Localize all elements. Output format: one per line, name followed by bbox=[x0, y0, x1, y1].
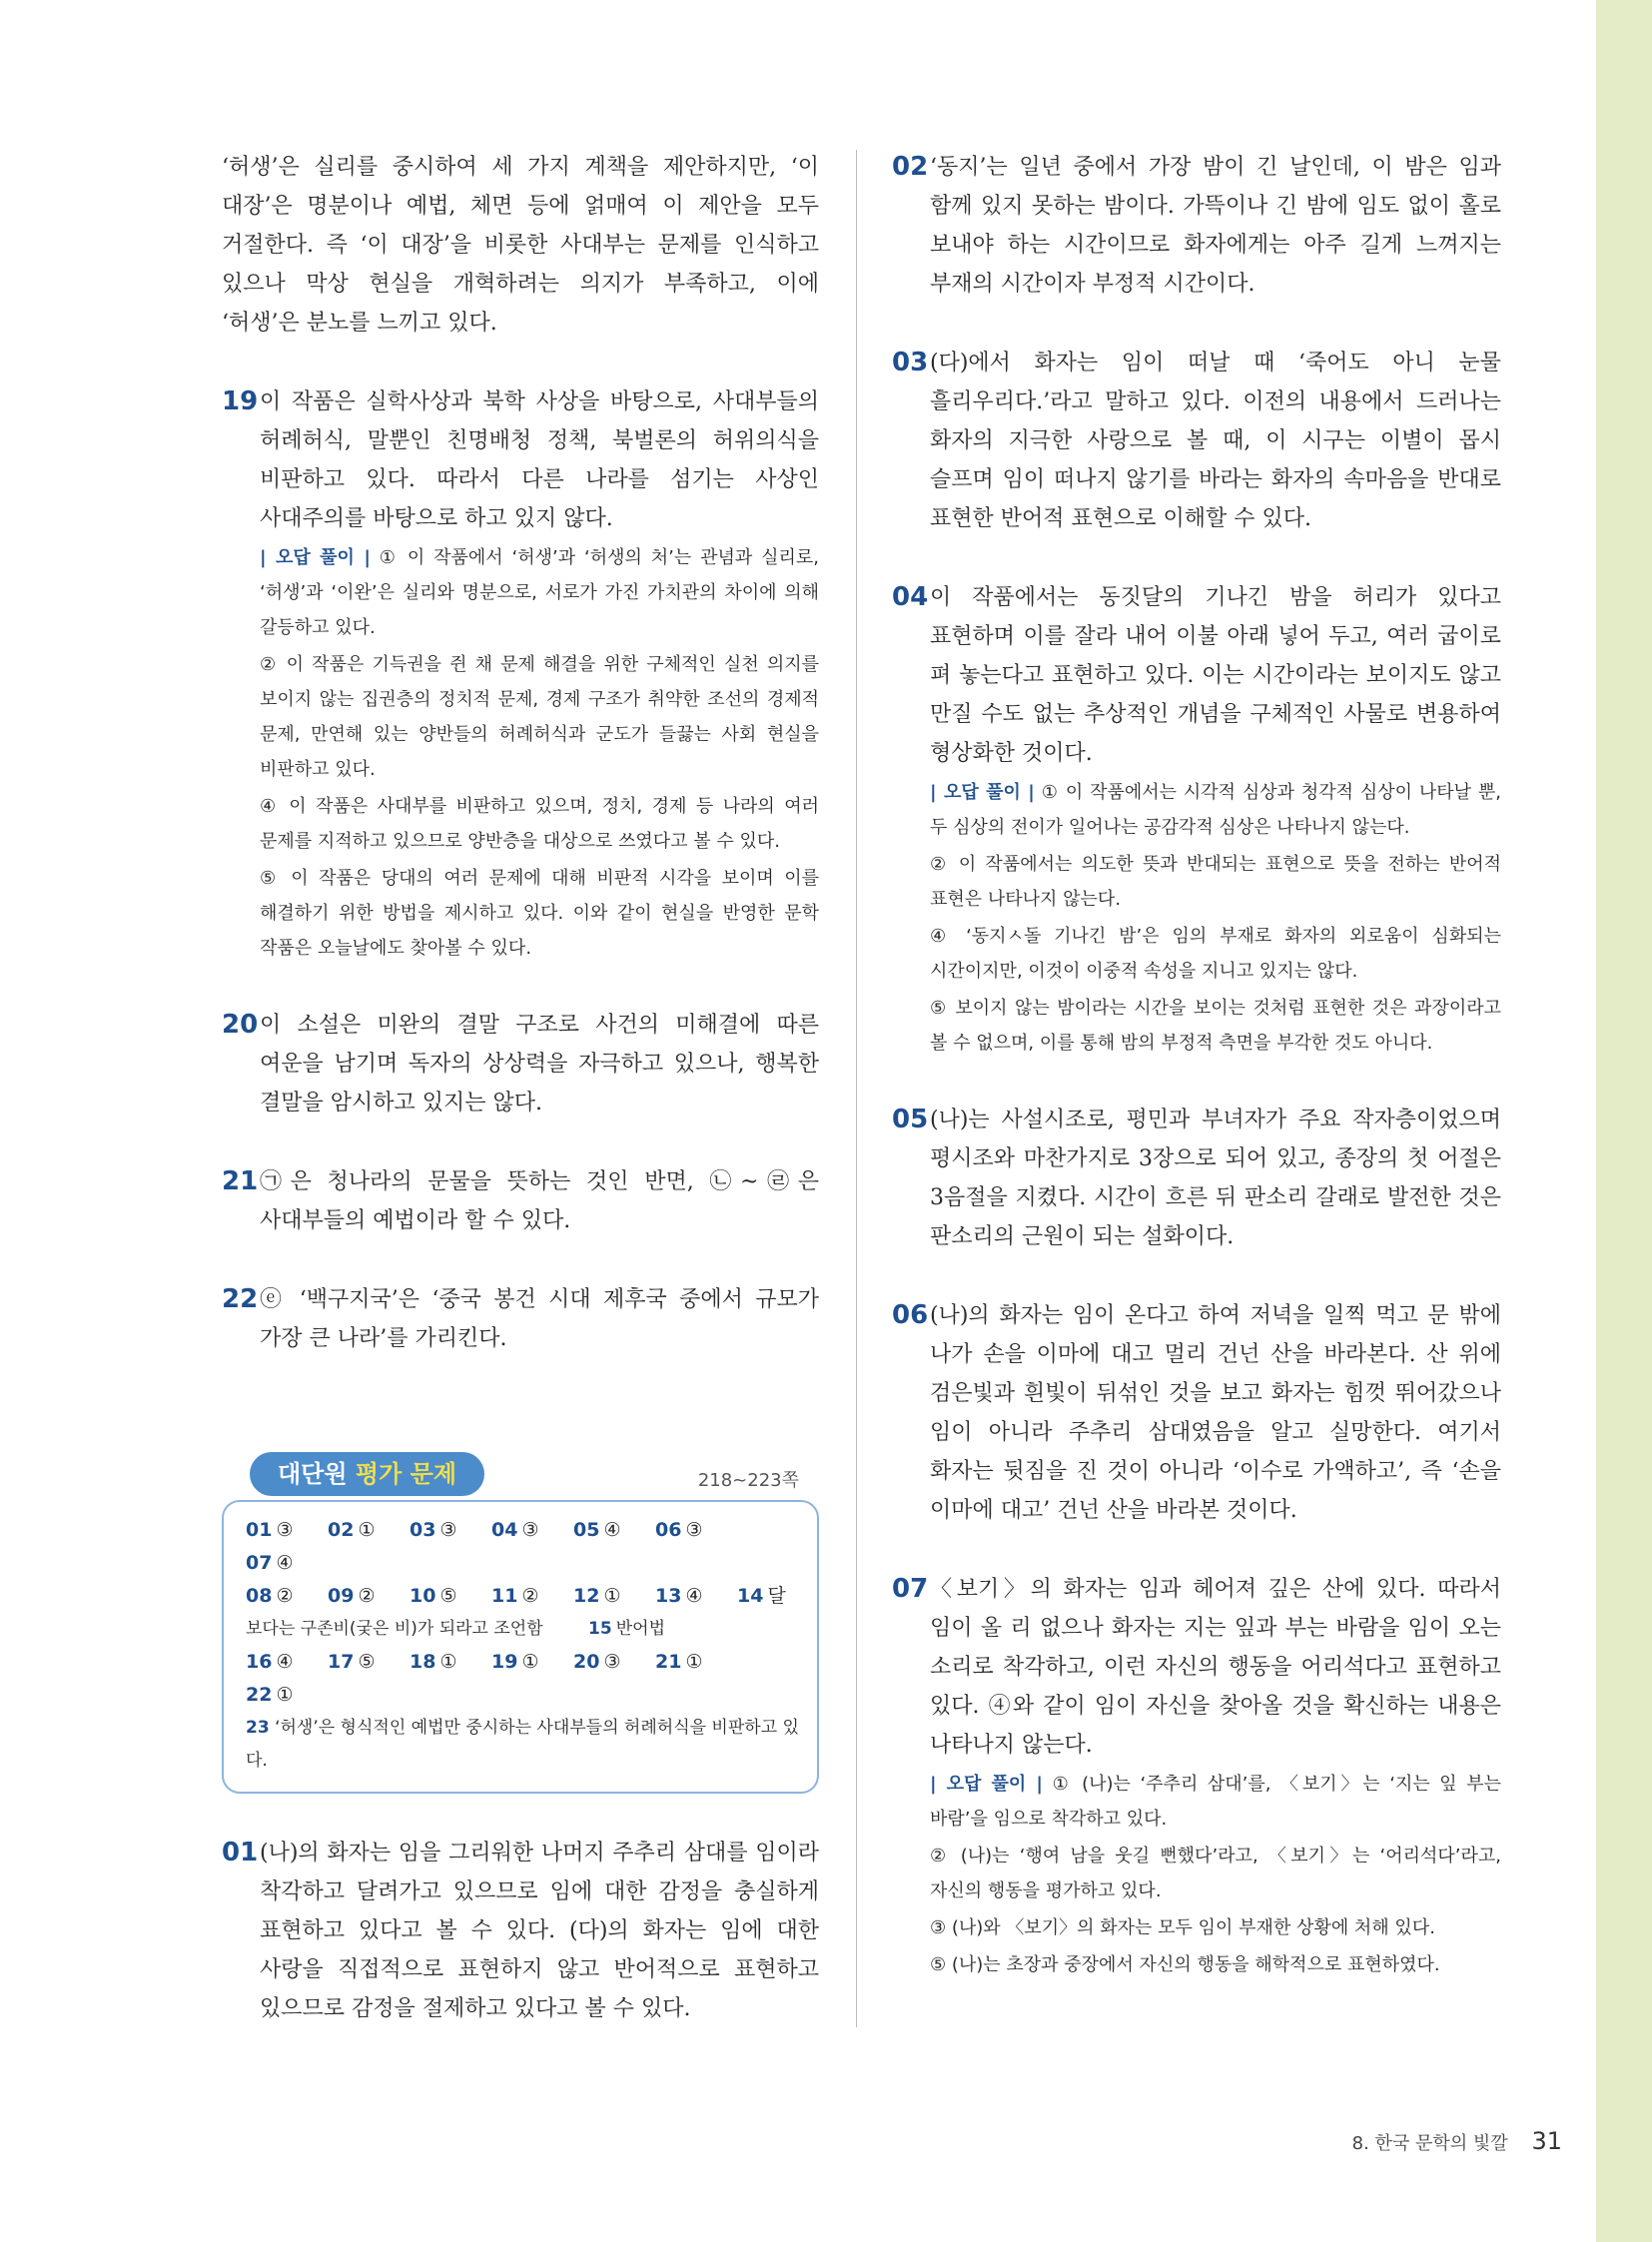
answer-item: 22 ① bbox=[246, 1684, 294, 1706]
unit-evaluation-section bbox=[222, 1448, 819, 1794]
answer-23-text: ‘허생’은 형식적인 예법만 중시하는 사대부들의 허례허식을 비판하고 있다. bbox=[246, 1718, 799, 1771]
answer-14-continued: 보다는 구존비(궂은 비)가 되라고 조언함 bbox=[246, 1619, 543, 1639]
answer-item: 10 ⑤ bbox=[410, 1585, 457, 1607]
continuation-paragraph: ‘허생’은 실리를 중시하여 세 가지 계책을 제안하지만, ‘이 대장’은 명분이나 예법, 체면 등에 얽매여 이 제안을 모두 거절한다. 즉 ‘이 대장’을 비롯한 사대부는 문제를 인식하고 있으나 막상 현실을 개혁하려는 의지가 부족하고, 이에 ‘허생’은 분노를 느끼고 있다. bbox=[222, 155, 819, 336]
wrong-answer-tag: | 오답 풀이 | bbox=[260, 547, 371, 568]
answer-item: 04 ③ bbox=[491, 1519, 539, 1541]
answer-item: 16 ④ bbox=[246, 1651, 294, 1673]
note-item: ① 이 작품에서는 시각적 심상과 청각적 심상이 나타날 뿐, 두 심상의 전이가 일어나는 공감각적 심상은 나타나지 않는다. bbox=[930, 782, 1502, 838]
question-20 bbox=[222, 1006, 819, 1122]
evaluation-badge bbox=[250, 1452, 484, 1496]
note-item: ⑤ (나)는 초장과 중장에서 자신의 행동을 해학적으로 표현하였다. bbox=[930, 1954, 1440, 1975]
note-item: ④ ‘동지ㅅ돌 기나긴 밤’은 임의 부재로 화자의 외로움이 심화되는 시간이지만, 이것이 이중적 속성을 지니고 있지는 않다. bbox=[930, 926, 1501, 982]
question-number: 04 bbox=[892, 582, 929, 612]
question-04 bbox=[892, 578, 1501, 1061]
question-number: 02 bbox=[892, 152, 929, 182]
question-number: 01 bbox=[222, 1838, 259, 1868]
answer-text: ㉠은 청나라의 문물을 뜻하는 것인 반면, ㉡~㉣은 사대부들의 예법이라 할 수 있다. bbox=[260, 1169, 819, 1233]
question-02 bbox=[892, 148, 1501, 304]
note-item: ② 이 작품은 기득권을 쥔 채 문제 해결을 위한 구체적인 실천 의지를 보이지 않는 집권층의 정치적 문제, 경제 구조가 취약한 조선의 경제적 문제, 만연해 있는 양반들의 허례허식과 군도가 들끓는 사회 현실을 비판하고 있다. bbox=[260, 654, 819, 780]
answer-text: 이 작품은 실학사상과 북학 사상을 바탕으로, 사대부들의 허례허식, 말뿐인 친명배청 정책, 북벌론의 허위의식을 비판하고 있다. 따라서 다른 나라를 섬기는 사상인 사대주의를 바탕으로 하고 있지 않다. bbox=[260, 389, 819, 531]
note-item: ② (나)는 ‘행여 남을 웃길 뻔했다’라고, 〈보기〉는 ‘어리석다’라고, 자신의 행동을 평가하고 있다. bbox=[930, 1846, 1501, 1901]
question-03 bbox=[892, 344, 1501, 538]
answer-line bbox=[246, 1613, 799, 1646]
answer-item: 03 ③ bbox=[410, 1519, 457, 1541]
question-number: 07 bbox=[892, 1574, 929, 1604]
page-number: 31 bbox=[1531, 2127, 1562, 2155]
question-number: 06 bbox=[892, 1300, 929, 1330]
answer-text: (나)의 화자는 임이 온다고 하여 저녁을 일찍 먹고 문 밖에 나가 손을 이마에 대고 멀리 건넌 산을 바라본다. 산 위에 검은빛과 흰빛이 뒤섞인 것을 보고 화자는 힘껏 뛰어갔으나 임이 아니라 주추리 삼대였음을 알고 실망한다. 여기서 화자는 뒷짐을 진 것이 아니라 ‘이수로 가액하고’, 즉 ‘손을 이마에 대고’ 건넌 산을 바라본 것이다. bbox=[930, 1303, 1501, 1523]
note-item: ③ (나)와 〈보기〉의 화자는 모두 임이 부재한 상황에 처해 있다. bbox=[930, 1917, 1435, 1938]
answer-row bbox=[246, 1514, 799, 1580]
question-number: 03 bbox=[892, 348, 929, 377]
note-item: ② 이 작품에서는 의도한 뜻과 반대되는 표현으로 뜻을 전하는 반어적 표현은 나타나지 않는다. bbox=[930, 854, 1501, 910]
note-item: ① (나)는 ‘주추리 삼대’를, 〈보기〉는 ‘지는 잎 부는 바람’을 임으로 착각하고 있다. bbox=[930, 1774, 1502, 1830]
answer-row bbox=[246, 1646, 799, 1712]
answer-item: 05 ④ bbox=[573, 1519, 621, 1541]
answer-text: (나)는 사설시조로, 평민과 부녀자가 주요 작자층이었으며 평시조와 마찬가지로 3장으로 되어 있고, 종장의 첫 어절은 3음절을 지켰다. 시간이 흐른 뒤 판소리 갈래로 발전한 것은 판소리의 근원이 되는 설화이다. bbox=[930, 1108, 1501, 1249]
answer-item: 08 ② bbox=[246, 1585, 294, 1607]
page-range: 218~223쪽 bbox=[697, 1470, 799, 1491]
answer-number: 23 bbox=[246, 1718, 270, 1738]
answer-item: 20 ③ bbox=[573, 1651, 621, 1673]
note-item: ⑤ 보이지 않는 밤이라는 시간을 보이는 것처럼 표현한 것은 과장이라고 볼 수 없으며, 이를 통해 밤의 부정적 측면을 부각한 것도 아니다. bbox=[930, 998, 1501, 1054]
note-item: ⑤ 이 작품은 당대의 여러 문제에 대해 비판적 시각을 보이며 이를 해결하기 위한 방법을 제시하고 있다. 이와 같이 현실을 반영한 문학 작품은 오늘날에도 찾아볼 수 있다. bbox=[260, 868, 819, 959]
answer-text: (다)에서 화자는 임이 떠날 때 ‘죽어도 아니 눈물 흘리우리다.’라고 말하고 있다. 이전의 내용에서 드러나는 화자의 지극한 사랑으로 볼 때, 이 시구는 이별이 몹시 슬프며 임이 떠나지 않기를 바라는 화자의 속마음을 반대로 표현한 반어적 표현으로 이해할 수 있다. bbox=[930, 351, 1501, 531]
answer-item: 07 ④ bbox=[246, 1552, 294, 1574]
answer-item: 18 ① bbox=[410, 1651, 457, 1673]
answer-item: 11 ② bbox=[491, 1585, 539, 1607]
question-number: 22 bbox=[222, 1284, 259, 1314]
evaluation-header bbox=[222, 1448, 819, 1500]
page-footer bbox=[1352, 2127, 1562, 2155]
answer-row bbox=[246, 1580, 799, 1613]
page-edge-strip bbox=[1596, 0, 1652, 2242]
badge-title: 대단원 bbox=[278, 1460, 348, 1488]
note-item: ① 이 작품에서 ‘허생’과 ‘허생의 처’는 관념과 실리로, ‘허생’과 ‘이완’은 실리와 명분으로, 서로가 가진 가치관의 차이에 의해 갈등하고 있다. bbox=[260, 547, 819, 638]
question-05 bbox=[892, 1101, 1501, 1256]
left-column bbox=[222, 148, 819, 2068]
question-number: 05 bbox=[892, 1105, 929, 1134]
question-06 bbox=[892, 1296, 1501, 1530]
question-07 bbox=[892, 1570, 1501, 1982]
answer-key-box bbox=[222, 1500, 819, 1794]
question-number: 19 bbox=[222, 386, 259, 416]
question-number: 21 bbox=[222, 1166, 259, 1196]
wrong-answer-note bbox=[930, 775, 1501, 845]
right-column bbox=[892, 148, 1501, 2022]
question-22 bbox=[222, 1280, 819, 1358]
answer-item: 17 ⑤ bbox=[328, 1651, 376, 1673]
answer-item: 21 ① bbox=[655, 1651, 703, 1673]
wrong-answer-tag: | 오답 풀이 | bbox=[930, 782, 1035, 803]
wrong-answer-note bbox=[260, 540, 819, 645]
answer-text: 〈보기〉의 화자는 임과 헤어져 깊은 산에 있다. 따라서 임이 올 리 없으나 화자는 지는 잎과 부는 바람을 임이 오는 소리로 착각하고, 이런 자신의 행동을 어리석다고 표현하고 있다. ④와 같이 임이 자신을 찾아올 것을 확신하는 내용은 나타나지 않는다. bbox=[930, 1577, 1501, 1758]
chapter-title: 8. 한국 문학의 빛깔 bbox=[1351, 2133, 1508, 2154]
answer-text: 이 소설은 미완의 결말 구조로 사건의 미해결에 따른 여운을 남기며 독자의 상상력을 자극하고 있으나, 행복한 결말을 암시하고 있지는 않다. bbox=[260, 1013, 819, 1116]
answer-text: (나)의 화자는 임을 그리워한 나머지 주추리 삼대를 임이라 착각하고 달려가고 있으므로 임에 대한 감정을 충실하게 표현하고 있다고 볼 수 있다. (다)의 화자는 임에 대한 사랑을 직접적으로 표현하지 않고 반어적으로 표현하고 있으므로 감정을 절제하고 있다고 볼 수 있다. bbox=[260, 1841, 819, 2021]
answer-item: 01 ③ bbox=[246, 1519, 294, 1541]
answer-item: 09 ② bbox=[328, 1585, 376, 1607]
answer-item: 14 달 bbox=[737, 1585, 786, 1607]
answer-text: 이 작품에서는 동짓달의 기나긴 밤을 허리가 있다고 표현하며 이를 잘라 내어 이불 아래 넣어 두고, 여러 굽이로 펴 놓는다고 표현하고 있다. 이는 시간이라는 보이지도 않고 만질 수도 없는 추상적인 개념을 구체적인 사물로 변용하여 형상화한 것이다. bbox=[930, 585, 1501, 766]
wrong-answer-note bbox=[930, 1767, 1501, 1837]
question-01 bbox=[222, 1834, 819, 2028]
answer-text: ‘동지’는 일년 중에서 가장 밤이 긴 날인데, 이 밤은 임과 함께 있지 못하는 밤이다. 가뜩이나 긴 밤에 임도 없이 홀로 보내야 하는 시간이므로 화자에게는 아주 길게 느껴지는 부재의 시간이자 부정적 시간이다. bbox=[930, 155, 1501, 297]
answer-item: 02 ① bbox=[328, 1519, 376, 1541]
question-number: 20 bbox=[222, 1010, 259, 1040]
answer-item: 06 ③ bbox=[655, 1519, 703, 1541]
note-item: ④ 이 작품은 사대부를 비판하고 있으며, 정치, 경제 등 나라의 여러 문제를 지적하고 있으므로 양반층을 대상으로 쓰였다고 볼 수 있다. bbox=[260, 796, 819, 852]
wrong-answer-tag: | 오답 풀이 | bbox=[930, 1774, 1043, 1795]
answer-line bbox=[246, 1712, 799, 1778]
answer-item: 12 ① bbox=[573, 1585, 621, 1607]
question-21 bbox=[222, 1162, 819, 1240]
answer-text: ⓔ ‘백구지국’은 ‘중국 봉건 시대 제후국 중에서 규모가 가장 큰 나라’를 가리킨다. bbox=[260, 1287, 819, 1351]
answer-item: 13 ④ bbox=[655, 1585, 703, 1607]
answer-item: 15 반어법 bbox=[588, 1619, 665, 1639]
answer-item: 19 ① bbox=[491, 1651, 539, 1673]
badge-title-accent: 평가 문제 bbox=[355, 1460, 457, 1488]
column-divider bbox=[856, 150, 857, 2027]
question-19 bbox=[222, 382, 819, 966]
